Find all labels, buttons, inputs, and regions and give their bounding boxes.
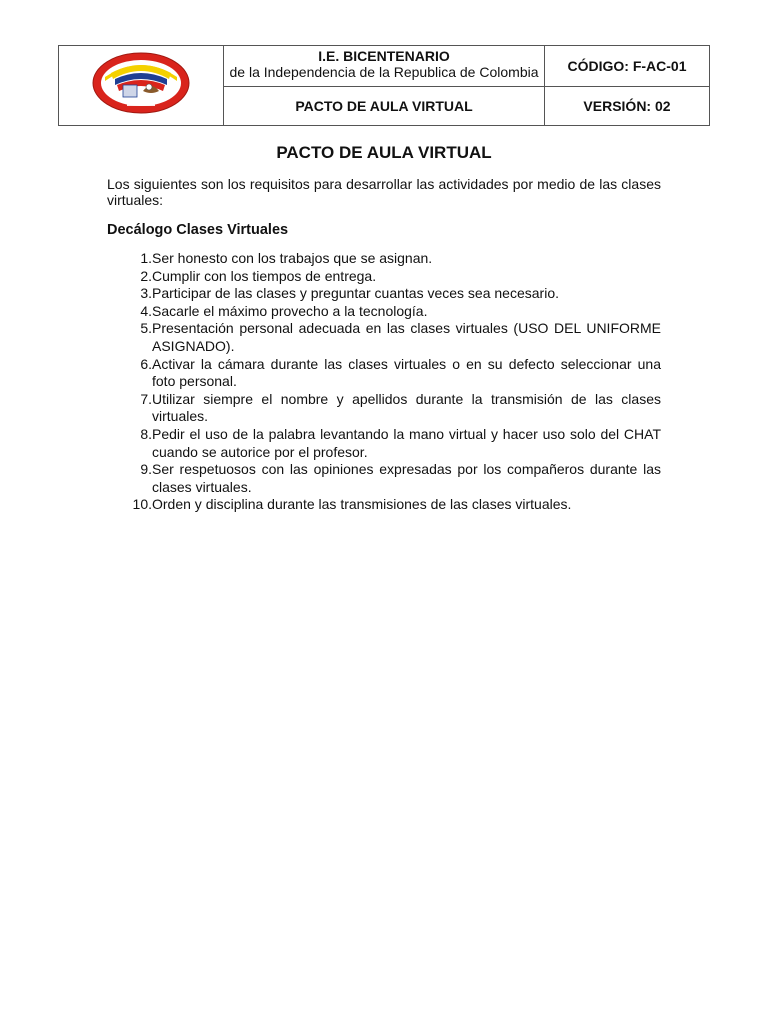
list-item-text: Sacarle el máximo provecho a la tecnología. bbox=[152, 302, 428, 319]
list-item bbox=[107, 268, 661, 286]
document-code: CÓDIGO: F-AC-01 bbox=[545, 46, 710, 87]
document-version: VERSIÓN: 02 bbox=[545, 87, 710, 126]
list-item-number: 6. bbox=[140, 355, 152, 372]
list-item-text: Pedir el uso de la palabra levantando la mano virtual y hacer uso solo del CHAT cuando se autorice por el profesor. bbox=[152, 425, 661, 460]
list-item-text: Cumplir con los tiempos de entrega. bbox=[152, 267, 377, 284]
list-item-text: Ser respetuosos con las opiniones expresadas por los compañeros durante las clases virtuales. bbox=[152, 461, 661, 495]
institution-name: I.E. BICENTENARIO bbox=[318, 48, 450, 64]
list-item-text: Ser honesto con los trabajos que se asignan. bbox=[152, 250, 433, 266]
list-item-text: Activar la cámara durante las clases virtuales o en su defecto seleccionar una foto personal. bbox=[152, 355, 661, 390]
list-item bbox=[107, 496, 661, 514]
list-item-number: 7. bbox=[140, 390, 152, 407]
list-item bbox=[107, 303, 661, 321]
logo-cell bbox=[59, 46, 224, 126]
list-item bbox=[107, 320, 661, 355]
list-item bbox=[107, 391, 661, 426]
list-item bbox=[107, 426, 661, 461]
list-item bbox=[107, 461, 661, 496]
list-item-number: 10. bbox=[132, 496, 152, 513]
list-item-number: 1. bbox=[140, 250, 152, 266]
intro-paragraph: Los siguientes son los requisitos para desarrollar las actividades por medio de las clases virtuales: bbox=[107, 176, 661, 208]
list-item bbox=[107, 356, 661, 391]
list-item-number: 8. bbox=[140, 425, 152, 442]
list-item bbox=[107, 250, 661, 268]
list-item-text: Presentación personal adecuada en las clases virtuales (USO DEL UNIFORME ASIGNADO). bbox=[152, 320, 661, 354]
list-item-number: 9. bbox=[140, 461, 152, 478]
rules-list bbox=[107, 250, 661, 514]
page-title: PACTO DE AULA VIRTUAL bbox=[276, 143, 492, 162]
list-item-number: 4. bbox=[140, 302, 152, 319]
list-item-number: 2. bbox=[140, 267, 152, 284]
document-title: PACTO DE AULA VIRTUAL bbox=[224, 87, 545, 126]
list-item-text: Orden y disciplina durante las transmisiones de las clases virtuales. bbox=[152, 496, 572, 513]
section-heading: Decálogo Clases Virtuales bbox=[107, 222, 289, 238]
document-header bbox=[58, 45, 710, 126]
institution-cell bbox=[224, 46, 545, 87]
school-seal-icon bbox=[91, 51, 191, 115]
list-item-number: 3. bbox=[140, 285, 152, 302]
list-item-text: Utilizar siempre el nombre y apellidos durante la transmisión de las clases virtuales. bbox=[152, 390, 661, 425]
institution-subtitle: de la Independencia de la Republica de Colombia bbox=[229, 64, 539, 80]
list-item bbox=[107, 285, 661, 303]
list-item-text: Participar de las clases y preguntar cuantas veces sea necesario. bbox=[152, 285, 559, 302]
list-item-number: 5. bbox=[140, 320, 152, 337]
